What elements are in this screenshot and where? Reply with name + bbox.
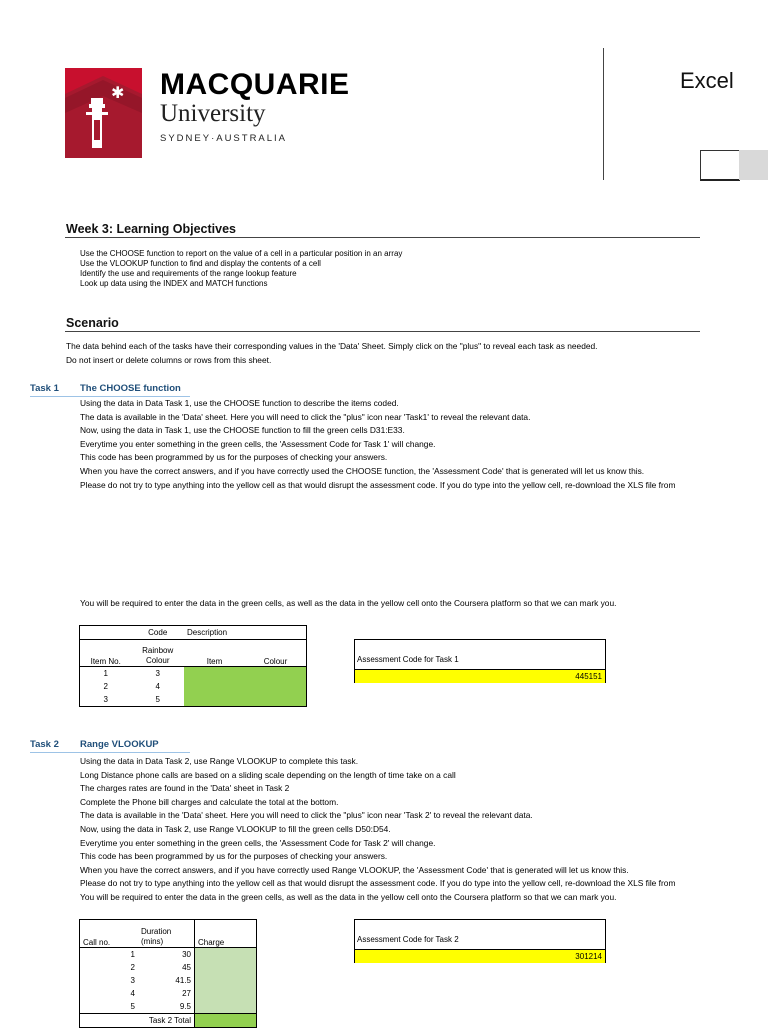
task1-note: You will be required to enter the data in the green cells, as well as the data in the yellow cell onto the Coursera platform so that we can mark you.: [80, 598, 617, 608]
logo-wordmark: MACQUARIE: [160, 68, 350, 101]
item-no-cell: 2: [103, 682, 108, 691]
table-row: [80, 948, 257, 962]
task1-line: Everytime you enter something in the green cells, the 'Assessment Code for Task 1' will change.: [80, 438, 436, 449]
logo-location: SYDNEY·AUSTRALIA: [160, 133, 288, 144]
table-row: [80, 667, 307, 681]
task2-assessment-box: [354, 919, 606, 963]
task1-header-description: Description: [187, 628, 228, 637]
task2-line: Please do not try to type anything into the yellow cell as that would disrupt the assessment code. If you do type into the yellow cell, re-download the XLS file from: [80, 878, 676, 889]
excel-cell-box[interactable]: [700, 150, 740, 181]
task2-header-call-no: Call no.: [83, 938, 111, 947]
objectives-rule: [65, 237, 700, 238]
task1-line: When you have the correct answers, and if you have correctly used the CHOOSE function, the 'Assessment Code' that is generated will let us know this.: [80, 465, 645, 476]
svg-text:✱: ✱: [111, 83, 125, 102]
task1-line: This code has been programmed by us for the purposes of checking your answers.: [80, 452, 388, 463]
university-logo-shield: [65, 68, 142, 158]
task1-title: The CHOOSE function: [80, 383, 181, 394]
charge-input-cell[interactable]: [195, 1000, 257, 1014]
task1-line: Please do not try to type anything into the yellow cell as that would disrupt the assessment code. If you do type into the yellow cell, re-download the XLS file from: [80, 479, 676, 490]
task2-underline: [30, 752, 190, 753]
item-no-cell: 1: [103, 669, 108, 678]
task2-line: Using the data in Data Task 2, use Range VLOOKUP to complete this task.: [80, 756, 359, 766]
charge-input-cell[interactable]: [195, 987, 257, 1000]
task1-header-colour: Colour: [263, 657, 288, 666]
charge-input-cell[interactable]: [195, 974, 257, 987]
task1-table: [79, 625, 307, 707]
objective-item: Use the CHOOSE function to report on the value of a cell in a particular position in an array: [80, 249, 403, 258]
task1-assessment-box: [354, 639, 606, 683]
scenario-line: Do not insert or delete columns or rows from this sheet.: [66, 354, 272, 365]
code-cell: 4: [155, 682, 160, 691]
item-input-cell[interactable]: [184, 693, 245, 707]
table-row: [80, 974, 257, 987]
task2-label: Task 2: [30, 739, 59, 750]
duration-cell: 45: [182, 963, 191, 972]
task2-table: [79, 919, 257, 1028]
duration-cell: 27: [182, 989, 191, 998]
task2-assessment-code: 301214: [355, 949, 605, 963]
code-cell: 3: [155, 669, 160, 678]
duration-cell: 41.5: [175, 976, 191, 985]
objective-item: Look up data using the INDEX and MATCH functions: [80, 279, 268, 288]
objectives-title: Week 3: Learning Objectives: [66, 222, 236, 236]
scenario-title: Scenario: [66, 316, 119, 330]
colour-input-cell[interactable]: [245, 680, 307, 693]
call-no-cell: 1: [130, 950, 135, 959]
task2-line: The charges rates are found in the 'Data' sheet in Task 2: [80, 783, 290, 794]
call-no-cell: 2: [130, 963, 135, 972]
task1-header-item-no: Item No.: [90, 657, 121, 666]
objective-item: Identify the use and requirements of the range lookup feature: [80, 269, 297, 278]
table-row: [80, 693, 307, 707]
colour-input-cell[interactable]: [245, 667, 307, 681]
task2-line: Now, using the data in Task 2, use Range VLOOKUP to fill the green cells D50:D54.: [80, 823, 391, 834]
task2-header-duration: Duration (mins): [141, 927, 172, 946]
task1-line: The data is available in the 'Data' sheet. Here you will need to click the "plus" icon near 'Task1' to reveal the relevant data.: [80, 411, 531, 422]
header-divider: [603, 48, 604, 180]
call-no-cell: 3: [130, 976, 135, 985]
task2-line: Long Distance phone calls are based on a sliding scale depending on the length of time take on a call: [80, 769, 456, 780]
task2-line: This code has been programmed by us for the purposes of checking your answers.: [80, 851, 388, 862]
code-cell: 5: [155, 695, 160, 704]
task2-instructions: [80, 755, 675, 905]
colour-input-cell[interactable]: [245, 693, 307, 707]
charge-input-cell[interactable]: [195, 948, 257, 962]
table-row: [80, 1000, 257, 1014]
scenario-text: [66, 340, 598, 367]
item-input-cell[interactable]: [184, 667, 245, 681]
task2-total-label: Task 2 Total: [148, 1016, 191, 1025]
logo-university: University: [160, 100, 266, 127]
task1-header-rainbow-colour: Rainbow Colour: [142, 646, 174, 665]
task1-assessment-code: 445151: [355, 669, 605, 683]
duration-cell: 30: [182, 950, 191, 959]
scenario-rule: [65, 331, 700, 332]
total-row: [80, 1014, 257, 1028]
app-label: Excel: [680, 68, 734, 93]
task1-line: Using the data in Data Task 1, use the CHOOSE function to describe the items coded.: [80, 398, 399, 408]
task1-header-code: Code: [148, 628, 168, 637]
table-row: [80, 961, 257, 974]
item-input-cell[interactable]: [184, 680, 245, 693]
task2-line: Complete the Phone bill charges and calculate the total at the bottom.: [80, 796, 339, 807]
task1-header-item: Item: [206, 657, 223, 666]
scenario-line: The data behind each of the tasks have their corresponding values in the 'Data' Sheet. Simply click on the "plus" to reveal each task as needed.: [66, 341, 598, 351]
charge-input-cell[interactable]: [195, 961, 257, 974]
task1-assessment-label: Assessment Code for Task 1: [357, 655, 459, 664]
item-no-cell: 3: [103, 695, 108, 704]
task1-instructions: [80, 397, 675, 492]
task1-line: Now, using the data in Task 1, use the CHOOSE function to fill the green cells D31:E33.: [80, 425, 405, 436]
task2-title: Range VLOOKUP: [80, 739, 159, 750]
call-no-cell: 4: [130, 989, 135, 998]
task2-header-charge: Charge: [195, 920, 257, 948]
task2-assessment-label: Assessment Code for Task 2: [357, 935, 459, 944]
lighthouse-icon: [65, 68, 142, 158]
task2-line: Everytime you enter something in the green cells, the 'Assessment Code for Task 2' will change.: [80, 837, 436, 848]
table-row: [80, 987, 257, 1000]
task2-line: You will be required to enter the data in the green cells, as well as the data in the yellow cell onto the Coursera platform so that we can mark you.: [80, 891, 617, 902]
task1-label: Task 1: [30, 383, 59, 394]
task2-line: The data is available in the 'Data' sheet. Here you will need to click the "plus" icon near 'Task 2' to reveal the relevant data.: [80, 810, 533, 821]
objective-item: Use the VLOOKUP function to find and display the contents of a cell: [80, 259, 321, 268]
excel-cell-shade: [739, 150, 768, 180]
total-input-cell[interactable]: [195, 1014, 257, 1028]
task2-line: When you have the correct answers, and if you have correctly used Range VLOOKUP, the 'Assessment Code' that is generated will let us know this.: [80, 864, 629, 875]
duration-cell: 9.5: [179, 1002, 191, 1011]
objectives-list: [80, 249, 402, 289]
call-no-cell: 5: [130, 1002, 135, 1011]
table-row: [80, 680, 307, 693]
